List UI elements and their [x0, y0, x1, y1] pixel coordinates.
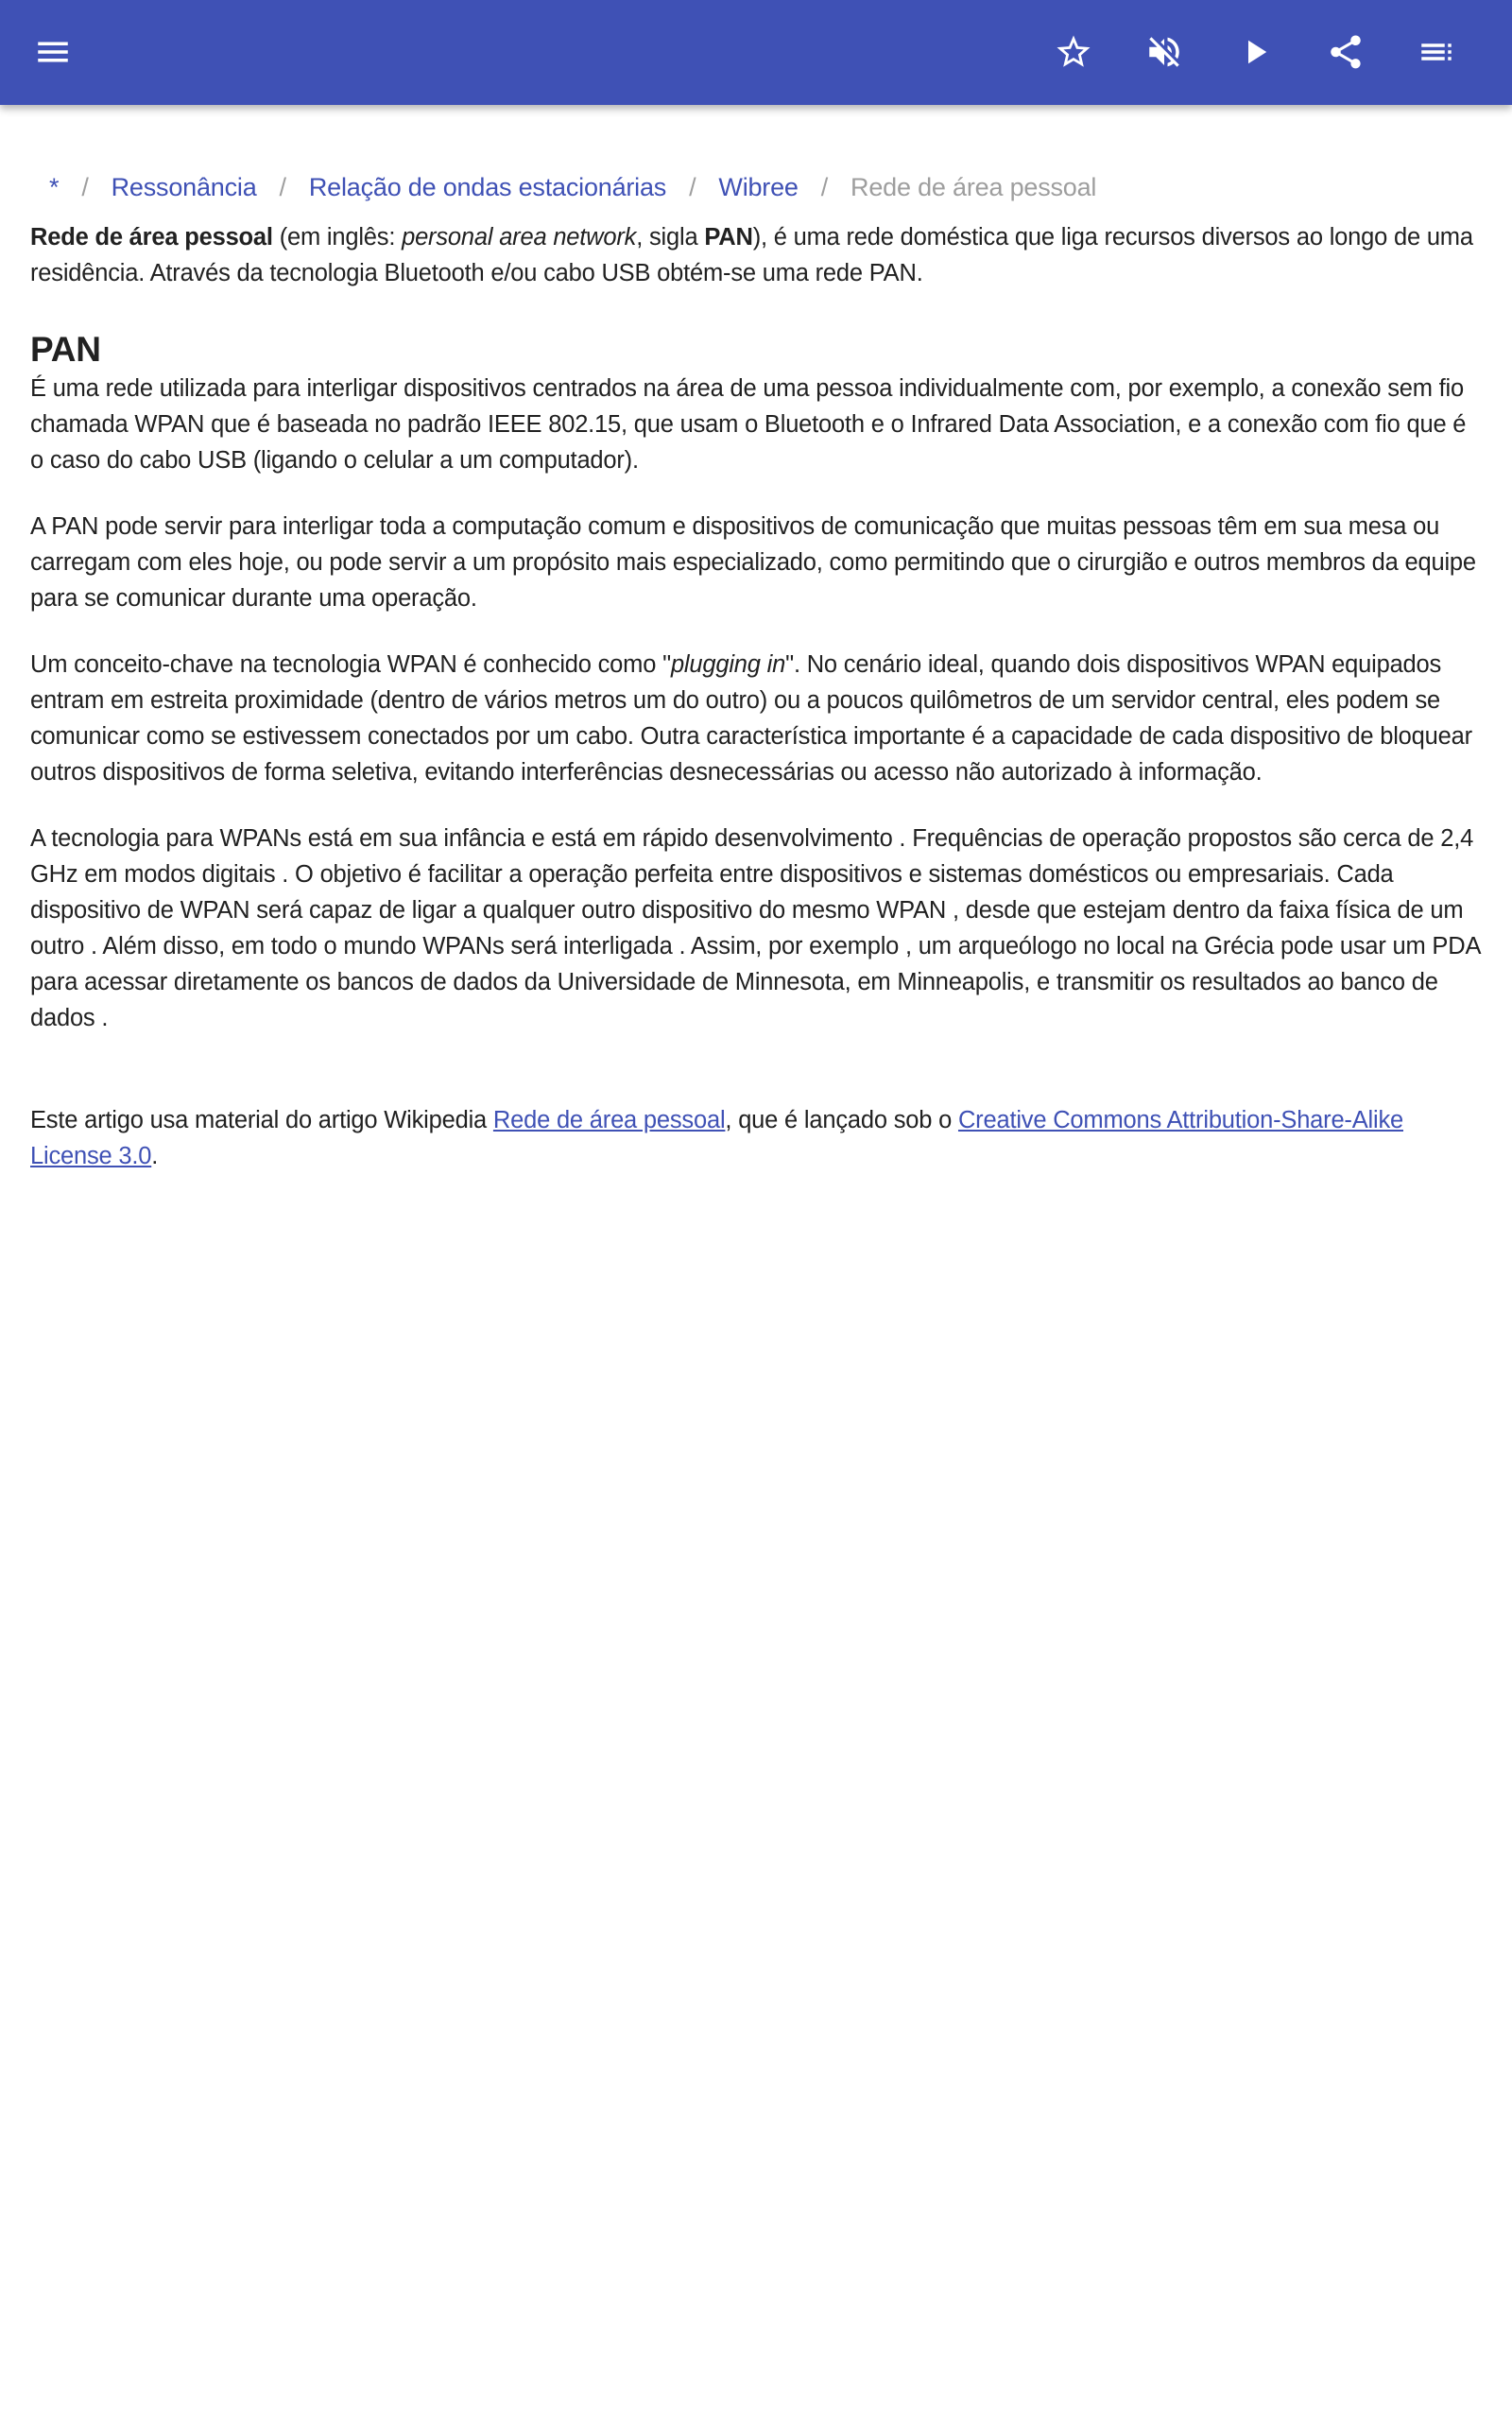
- italic-term: plugging in: [670, 651, 786, 678]
- breadcrumb-item-wibree[interactable]: Wibree: [718, 173, 799, 201]
- text: Este artigo usa material do artigo Wikipedia: [30, 1107, 493, 1133]
- wikipedia-article-link[interactable]: Rede de área pessoal: [492, 1107, 726, 1133]
- volume-off-icon: [1144, 32, 1184, 72]
- paragraph: É uma rede utilizada para interligar dispositivos centrados na área de uma pessoa individualmente com, por exemplo, a conexão sem fio chamada WPAN que é baseada no padrão IEEE 802.15, que usam o Bluetooth e o Infrared Data Association, e a conexão com fio que é o caso do cabo USB (ligando o celular a um computador).: [30, 375, 1467, 474]
- breadcrumb: [49, 161, 1482, 214]
- share-button[interactable]: [1319, 26, 1372, 78]
- license-link[interactable]: Creative Commons Attribution-Share-Alike License 3.0: [30, 1107, 1403, 1169]
- acronym: PAN: [704, 224, 753, 251]
- play-button[interactable]: [1228, 26, 1281, 78]
- play-icon: [1235, 32, 1275, 72]
- breadcrumb-item-ondas[interactable]: Relação de ondas estacionárias: [308, 173, 667, 201]
- playlist-icon: [1417, 32, 1456, 72]
- hamburger-menu-icon: [33, 32, 73, 72]
- text: .: [151, 1143, 159, 1169]
- paragraph: A tecnologia para WPANs está em sua infância e está em rápido desenvolvimento . Frequências de operação propostos são cerca de 2,4 GHz em modos digitais . O objetivo é facilitar a operação perfeita entre dispositivos e sistemas domésticos ou empresariais. Cada dispositivo de WPAN será capaz de ligar a qualquer outro dispositivo do mesmo WPAN , desde que estejam dentro da faixa física de um outro . Além disso, em todo o mundo WPANs será interligada . Assim, por exemplo , um arqueólogo no local na Grécia pode usar um PDA para acessar diretamente os bancos de dados da Universidade de Minnesota, em Minneapolis, e transmitir os resultados ao banco de dados .: [30, 825, 1480, 1031]
- share-icon: [1326, 32, 1366, 72]
- app-bar: [0, 0, 1512, 105]
- article: [30, 161, 1482, 1204]
- paragraph: A PAN pode servir para interligar toda a computação comum e dispositivos de comunicação que muitas pessoas têm em sua mesa ou carregam com eles hoje, ou pode servir a um propósito mais especializado, como permitindo que o cirurgião e outros membros da equipe para se comunicar durante uma operação.: [30, 513, 1476, 612]
- breadcrumb-item-root[interactable]: *: [49, 173, 60, 201]
- text: (em inglês:: [272, 224, 403, 251]
- breadcrumb-separator: /: [820, 173, 829, 201]
- breadcrumb-separator: /: [279, 173, 286, 201]
- breadcrumb-separator: /: [81, 173, 89, 201]
- english-term: personal area network: [402, 224, 637, 251]
- contents-button[interactable]: [1410, 26, 1463, 78]
- bookmark-button[interactable]: [1047, 26, 1100, 78]
- section-heading: PAN: [30, 330, 101, 369]
- breadcrumb-separator: /: [689, 173, 696, 201]
- mute-button[interactable]: [1138, 26, 1191, 78]
- breadcrumb-current: Rede de área pessoal: [850, 173, 1097, 201]
- paragraph: [30, 647, 1482, 790]
- license-notice: [30, 1102, 1482, 1174]
- menu-button[interactable]: [26, 26, 79, 78]
- text: ), é uma rede doméstica que liga recursos diversos ao longo de uma residência. Através da tecnologia Bluetooth e/ou cabo USB obtém-se uma rede PAN.: [30, 224, 1473, 286]
- text: , que é lançado sob o: [725, 1107, 958, 1133]
- star-outline-icon: [1054, 32, 1093, 72]
- text: ". No cenário ideal, quando dois dispositivos WPAN equipados entram em estreita proximidade (dentro de vários metros um do outro) ou a poucos quilômetros de um servidor central, eles podem se comunicar como se estivessem conectados por um cabo. Outra característica importante é a capacidade de cada dispositivo de bloquear outros dispositivos de forma seletiva, evitando interferências desnecessárias ou acesso não autorizado à informação.: [30, 651, 1472, 786]
- term: Rede de área pessoal: [30, 224, 273, 251]
- breadcrumb-item-ressonancia[interactable]: Ressonância: [111, 173, 257, 201]
- text: , sigla: [636, 224, 705, 251]
- text: Um conceito-chave na tecnologia WPAN é conhecido como ": [30, 651, 671, 678]
- intro-paragraph: [30, 219, 1482, 291]
